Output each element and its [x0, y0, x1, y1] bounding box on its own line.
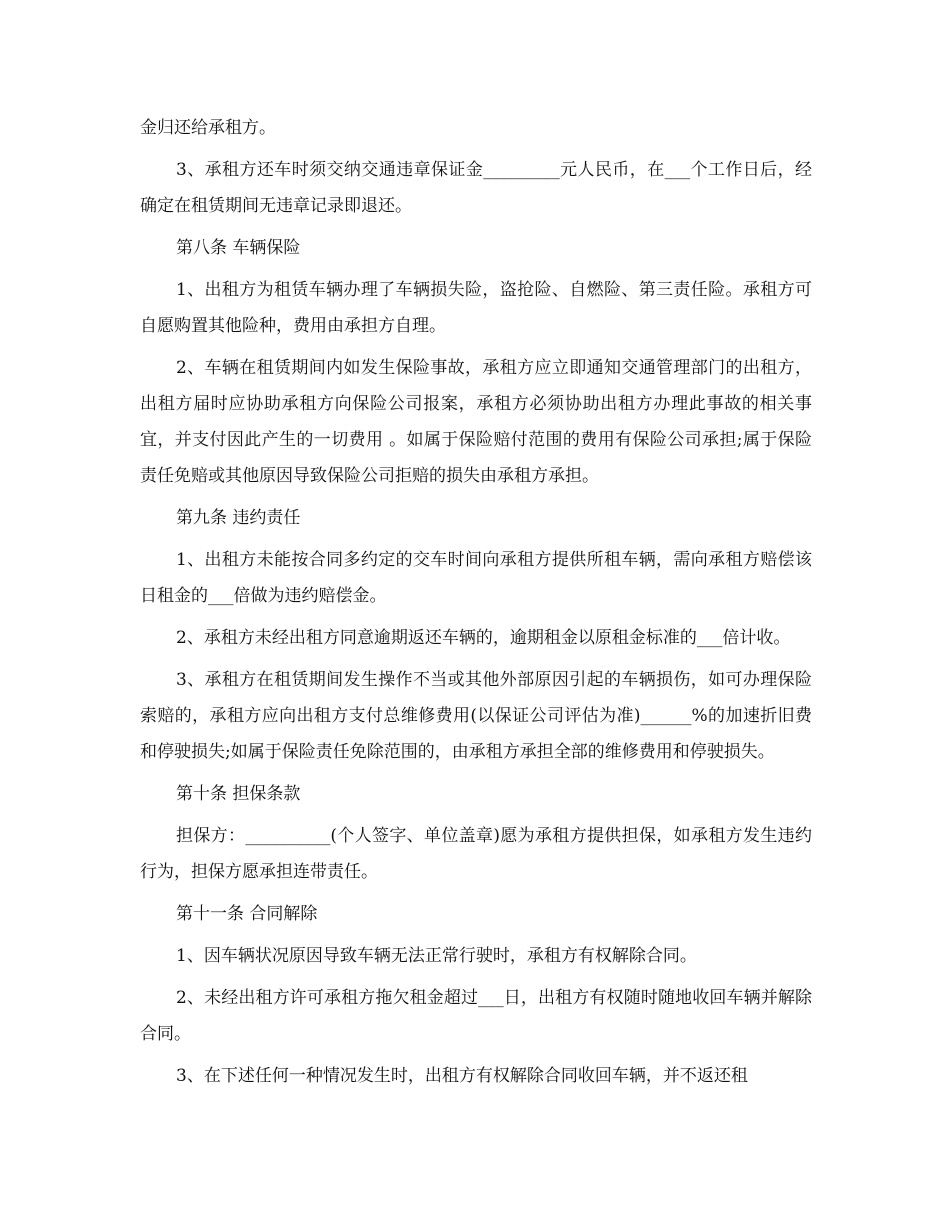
paragraph-3: 1、出租方为租赁车辆办理了车辆损失险，盗抢险、自燃险、第三责任险。承租方可自愿购置其他险种，费用由承担方自理。 [140, 280, 812, 336]
section-heading-11: 第十一条 合同解除 [176, 904, 318, 924]
section-heading-9: 第九条 违约责任 [176, 508, 301, 528]
paragraph-8: 3、承租方在租赁期间发生操作不当或其他外部原因引起的车辆损伤，如可办理保险索赔的，承租方应向出租方支付总维修费用(以保证公司评估为准)______%的加速折旧费和停驶损失;如属于保险责任免除范围的，由承租方承担全部的维修费用和停驶损失。 [140, 670, 812, 762]
paragraph-7: 2、承租方未经出租方同意逾期返还车辆的，逾期租金以原租金标准的___倍计收。 [176, 628, 791, 648]
paragraph-4: 2、车辆在租赁期间内如发生保险事故，承租方应立即通知交通管理部门的出租方，出租方届时应协助承租方向保险公司报案，承租方必须协助出租方办理此事故的相关事宜，并支付因此产生的一切费用 。如属于保险赔付范围的费用有保险公司承担;属于保险责任免赔或其他原因导致保险公司拒赔的损失由承租方承担。 [140, 358, 812, 486]
paragraph-13: 2、未经出租方许可承租方拖欠租金超过___日，出租方有权随时随地收回车辆并解除合同。 [140, 988, 812, 1044]
document-body [140, 110, 812, 1100]
paragraph-0: 金归还给承租方。 [140, 118, 276, 138]
section-heading-10: 第十条 担保条款 [176, 784, 301, 804]
paragraph-12: 1、因车辆状况原因导致车辆无法正常行驶时，承租方有权解除合同。 [176, 946, 697, 966]
paragraph-10: 担保方：__________(个人签字、单位盖章)愿为承租方提供担保，如承租方发生违约行为，担保方愿承担连带责任。 [140, 826, 812, 882]
paragraph-1: 3、承租方还车时须交纳交通违章保证金_________元人民币，在___个工作日后，经确定在租赁期间无违章记录即退还。 [140, 160, 812, 216]
section-heading-8: 第八条 车辆保险 [176, 238, 301, 258]
paragraph-6: 1、出租方未能按合同多约定的交车时间向承租方提供所租车辆，需向承租方赔偿该日租金的___倍做为违约赔偿金。 [140, 550, 812, 606]
paragraph-14: 3、在下述任何一种情况发生时，出租方有权解除合同收回车辆，并不返还租 [176, 1066, 748, 1086]
